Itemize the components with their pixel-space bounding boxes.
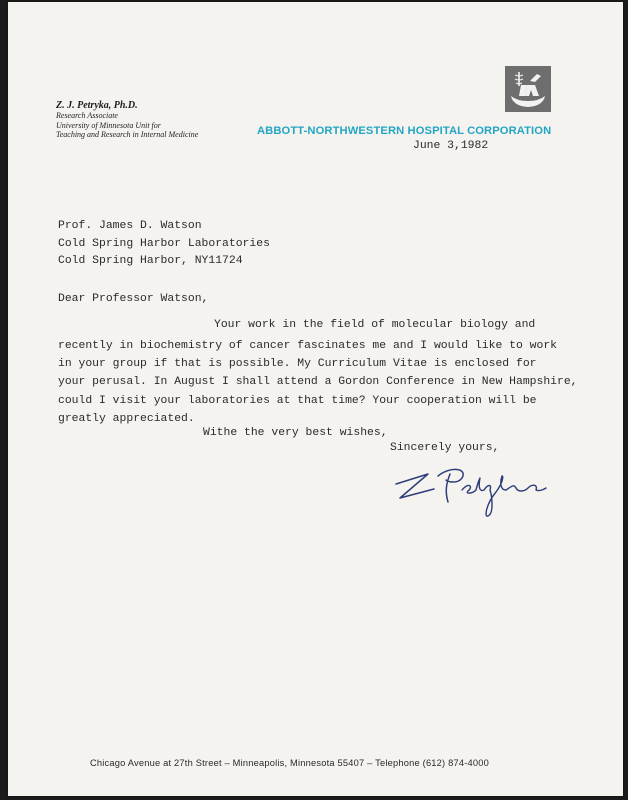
body-text	[58, 337, 578, 428]
sender-affiliation: University of Minnesota Unit for	[56, 120, 161, 130]
body-line: in your group if that is possible. My Curriculum Vitae is enclosed for	[58, 358, 537, 371]
recipient-address	[58, 218, 270, 271]
corporation-name: ABBOTT-NORTHWESTERN HOSPITAL CORPORATION	[257, 125, 552, 137]
body-line: could I visit your laboratories at that time? Your cooperation will be	[58, 394, 537, 407]
body-first-line: Your work in the field of molecular biology and	[214, 319, 536, 331]
salutation: Dear Professor Watson,	[58, 293, 209, 305]
an-caduceus-logo-icon	[505, 66, 551, 112]
handwritten-signature	[388, 458, 553, 525]
sender-title: Research Associate	[56, 111, 118, 120]
recipient-name: Prof. James D. Watson	[58, 220, 202, 232]
body-line: recently in biochemistry of cancer fascinates me and I would like to work	[58, 340, 557, 352]
recipient-city: Cold Spring Harbor, NY11724	[58, 255, 243, 267]
closing: Sincerely yours,	[390, 442, 500, 454]
sender-unit: Teaching and Research in Internal Medicine	[56, 130, 199, 139]
body-line: greatly appreciated.	[58, 412, 195, 425]
recipient-institution: Cold Spring Harbor Laboratories	[58, 237, 270, 250]
sender-name: Z. J. Petryka, Ph.D.	[56, 100, 138, 111]
wishes-line: Withe the very best wishes,	[203, 427, 388, 439]
body-line: your perusal. In August I shall attend a Gordon Conference in New Hampshire,	[58, 376, 578, 389]
letter-date: June 3,1982	[413, 140, 489, 152]
sender-block	[56, 100, 198, 140]
letter-page	[8, 2, 623, 796]
footer-address: Chicago Avenue at 27th Street – Minneapolis, Minnesota 55407 – Telephone (612) 874-4000	[90, 758, 490, 768]
